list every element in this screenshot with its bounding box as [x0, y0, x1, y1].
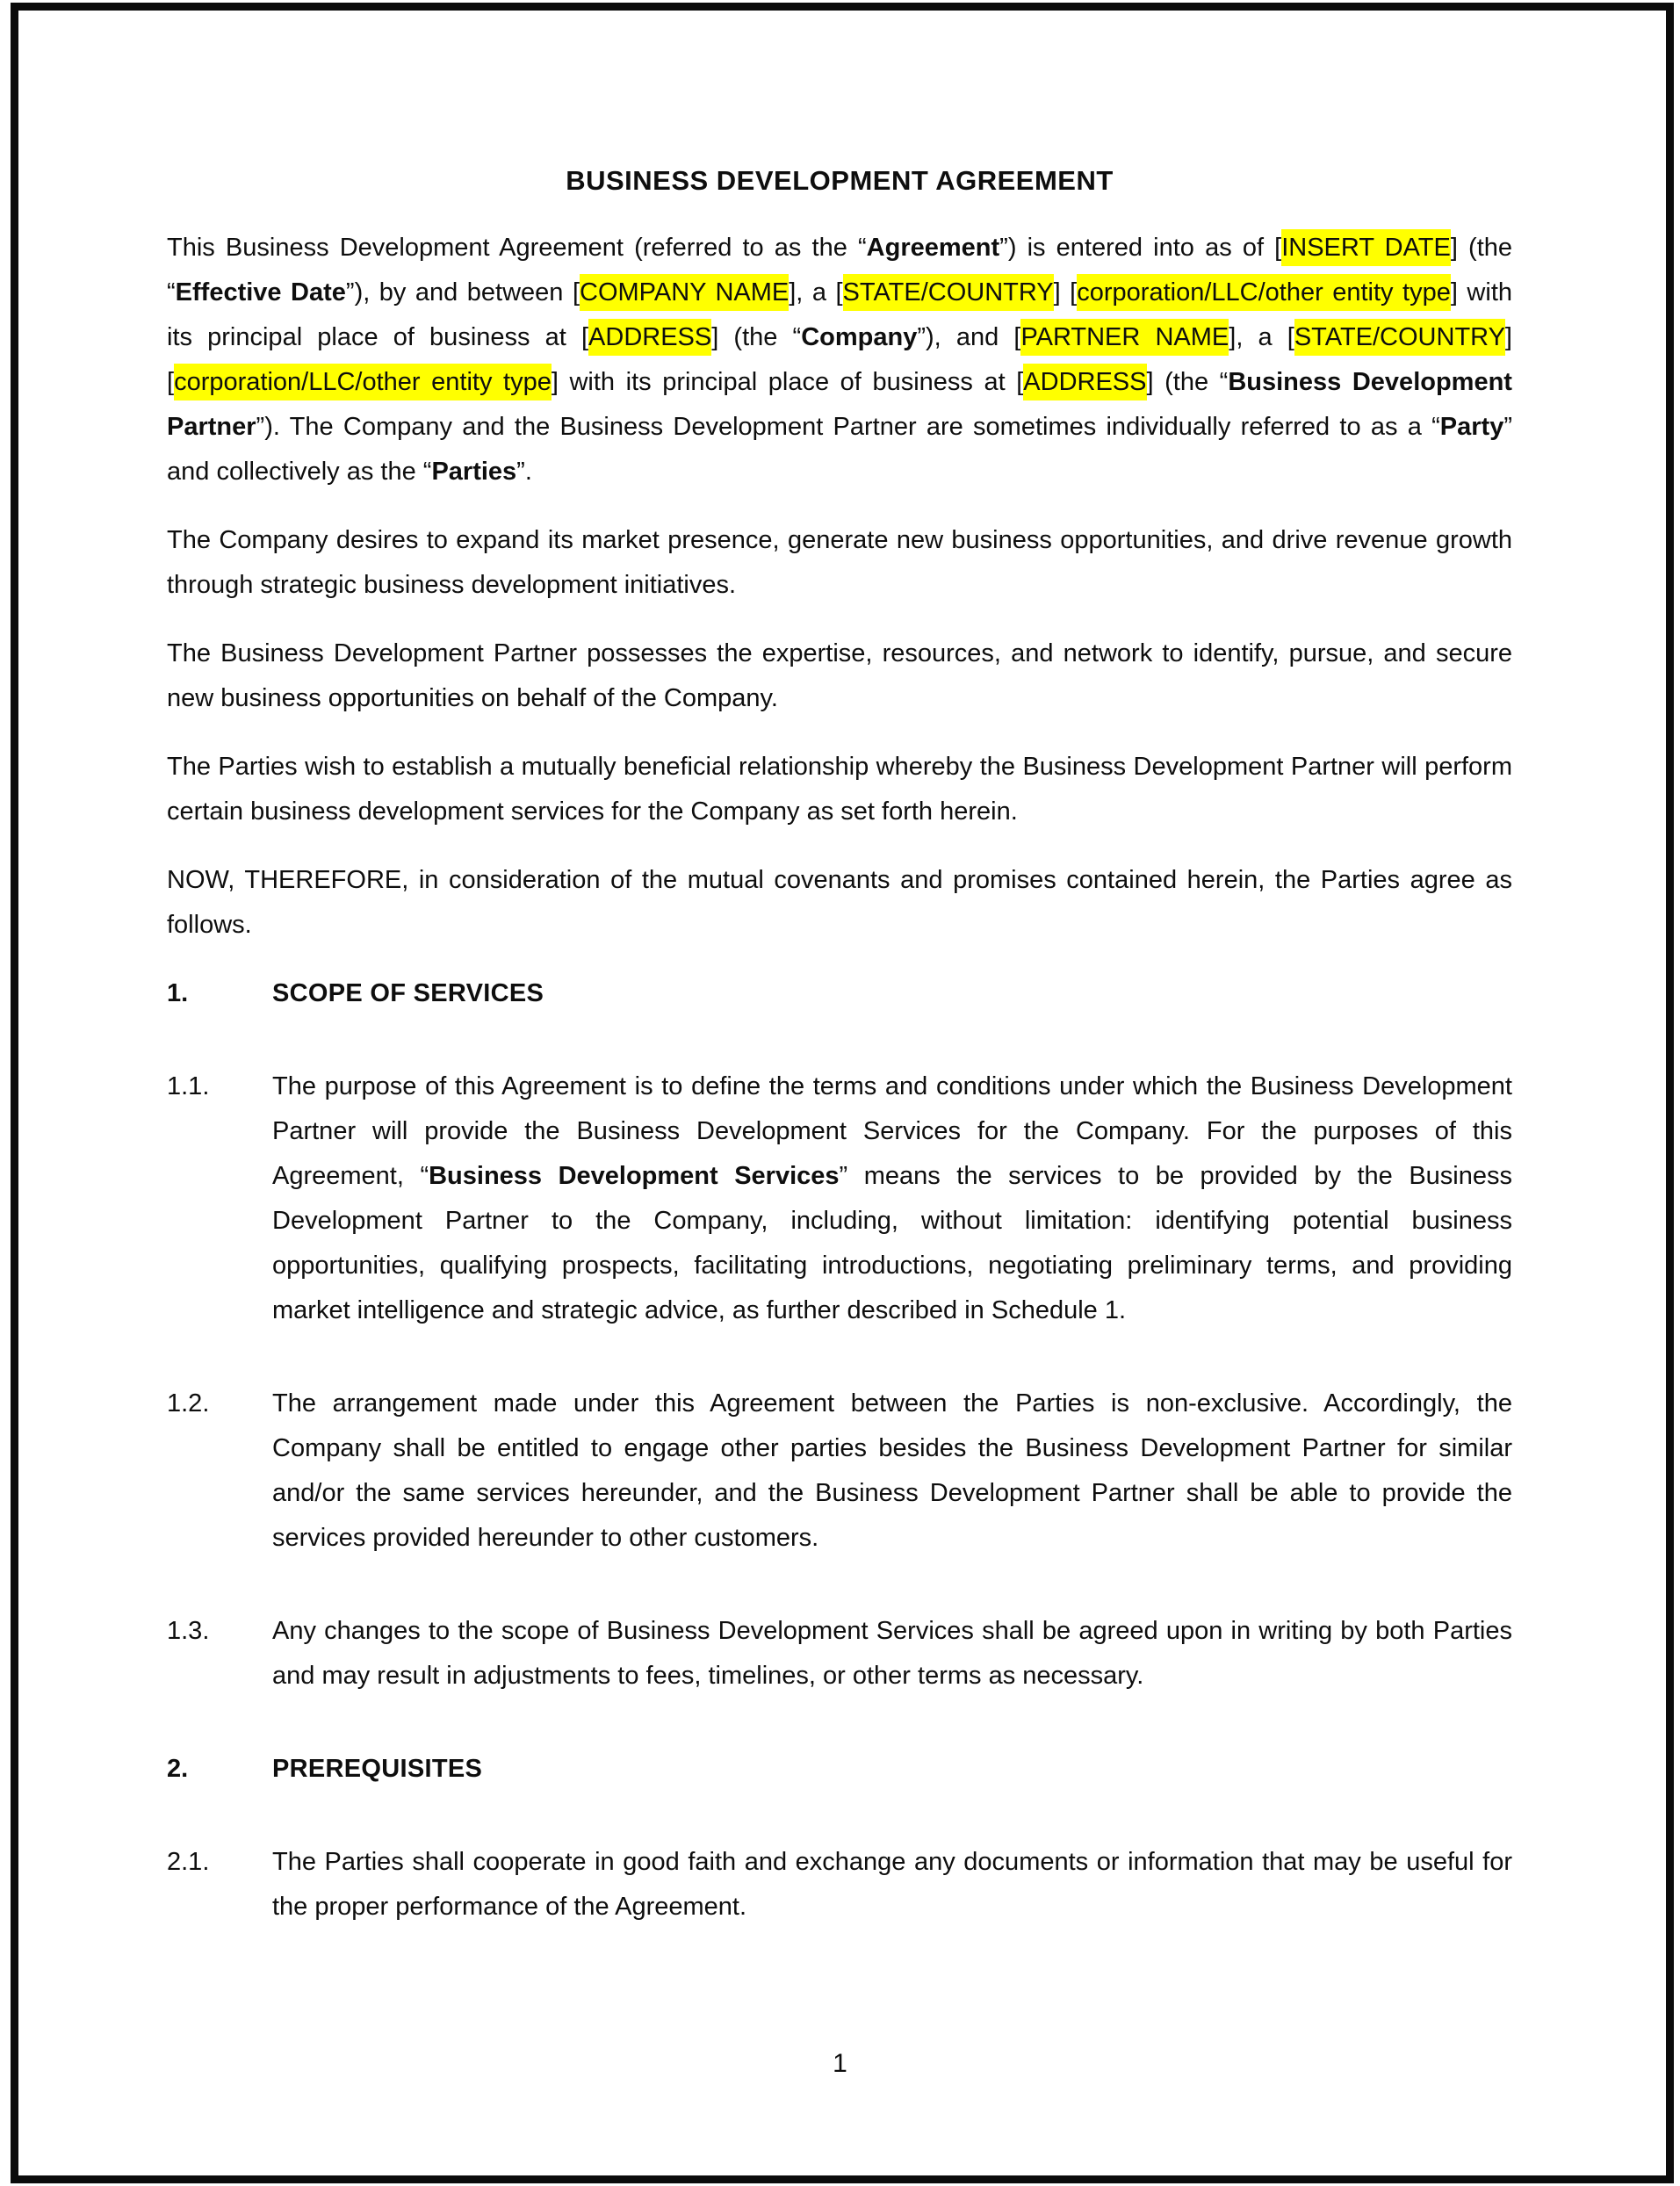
- section-heading-1: [167, 971, 1512, 1016]
- clause-text: The Parties shall cooperate in good faith and exchange any documents or information that may be useful for the proper performance of the Agreement.: [272, 1848, 1512, 1921]
- clause-number: 1.3.: [167, 1617, 210, 1645]
- document-body: [167, 158, 1512, 1978]
- clause-number: 1.1.: [167, 1072, 210, 1100]
- clause-1-1: [167, 1064, 1512, 1333]
- clause-text: The purpose of this Agreement is to define the terms and conditions under which the Business Development Partner will provide the Business Development Services for the Company. For the purposes of this Agreement, “Business Development Services” means the services to be provided by the Business Development Partner to the Company, including, without limitation: identifying potential business opportunities, qualifying prospects, facilitating introductions, negotiating preliminary terms, and providing market intelligence and strategic advice, as further described in Schedule 1.: [272, 1072, 1512, 1324]
- section-number: 2.: [167, 1755, 189, 1783]
- clause-2-1: [167, 1840, 1512, 1930]
- section-number: 1.: [167, 979, 189, 1007]
- clause-text: Any changes to the scope of Business Development Services shall be agreed upon in writing by both Parties and may result in adjustments to fees, timelines, or other terms as necessary.: [272, 1617, 1512, 1690]
- clause-1-3: [167, 1609, 1512, 1699]
- clause-text: The arrangement made under this Agreement between the Parties is non-exclusive. Accordingly, the Company shall be entitled to engage other parties besides the Business Development Partner for similar and/or the same services hereunder, and the Business Development Partner shall be able to provide the services provided hereunder to other customers.: [272, 1389, 1512, 1552]
- clause-1-2: [167, 1382, 1512, 1561]
- clause-number: 2.1.: [167, 1848, 210, 1876]
- recital-paragraph-4: NOW, THEREFORE, in consideration of the mutual covenants and promises contained herein, the Parties agree as follows.: [167, 866, 1512, 939]
- section-heading-2: [167, 1747, 1512, 1792]
- section-title: SCOPE OF SERVICES: [272, 979, 544, 1007]
- clause-number: 1.2.: [167, 1389, 210, 1418]
- recital-paragraph-2: The Business Development Partner possesses the expertise, resources, and network to identify, pursue, and secure new business opportunities on behalf of the Company.: [167, 639, 1512, 712]
- intro-paragraph: This Business Development Agreement (referred to as the “Agreement”) is entered into as of [INSERT DATE] (the “Effective Date”), by and between [COMPANY NAME], a [STATE/COUNTRY] [corporation/LLC/other entity type] with its principal place of business at [ADDRESS] (the “Company”), and [PARTNER NAME], a [STATE/COUNTRY] [corporation/LLC/other entity type] with its principal place of business at [ADDRESS] (the “Business Development Partner”). The Company and the Business Development Partner are sometimes individually referred to as a “Party” and collectively as the “Parties”.: [167, 226, 1512, 494]
- section-title: PREREQUISITES: [272, 1755, 483, 1783]
- recital-paragraph-3: The Parties wish to establish a mutually beneficial relationship whereby the Business Development Partner will perform certain business development services for the Company as set forth herein.: [167, 753, 1512, 826]
- recital-paragraph-1: The Company desires to expand its market presence, generate new business opportunities, and drive revenue growth through strategic business development initiatives.: [167, 526, 1512, 599]
- document-title: BUSINESS DEVELOPMENT AGREEMENT: [566, 165, 1114, 196]
- page-number: 1: [833, 2049, 847, 2078]
